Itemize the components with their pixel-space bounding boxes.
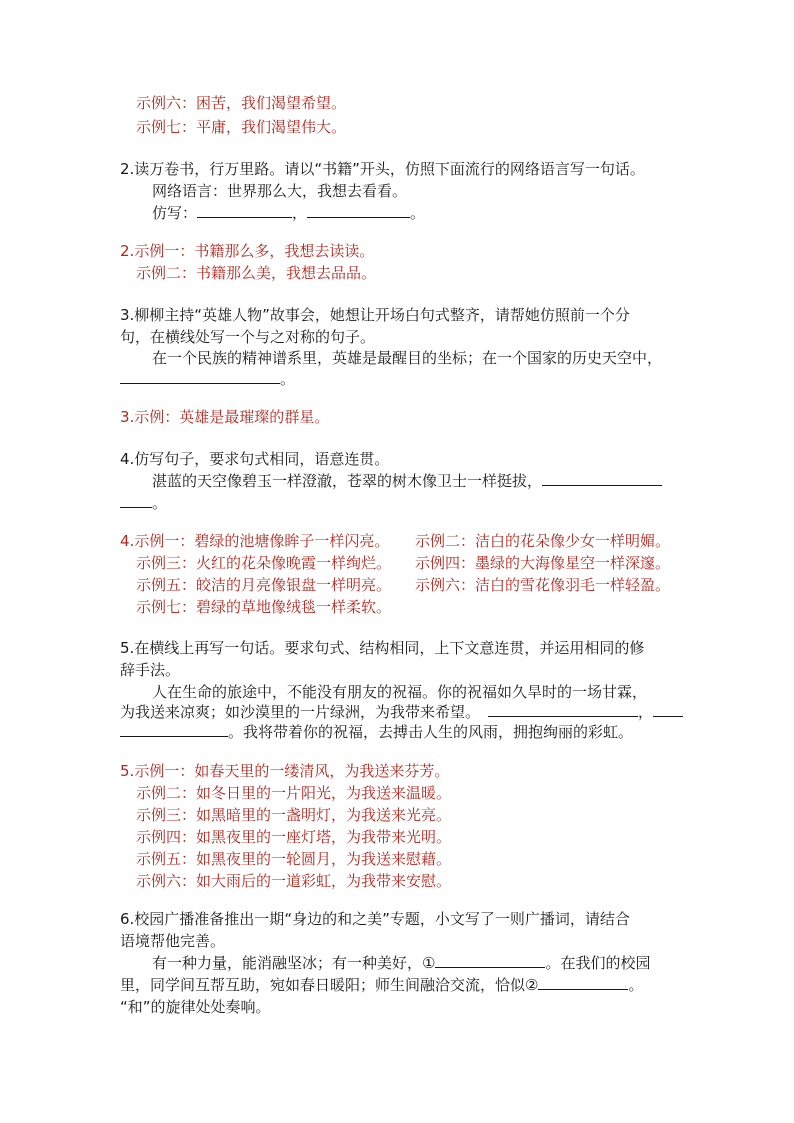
- q5-body-line-2: [120, 701, 683, 723]
- q6-body-2a: 里，同学间互帮互助，宛如春日暖阳；师生间融洽交流，恰似②: [120, 976, 539, 994]
- q3-body: 在一个民族的精神谱系里，英雄是最醒目的坐标；在一个国家的历史天空中，: [152, 349, 663, 367]
- q4-answer-4: 示例四：墨绿的大海像星空一样深邃。: [415, 554, 671, 572]
- q4-body: 湛蓝的天空像碧玉一样澄澈，苍翠的树木像卫士一样挺拔，: [152, 472, 543, 490]
- q4-answer-row-3: [136, 574, 676, 596]
- q6-body-1a: 有一种力量，能消融坚冰；有一种美好，①: [152, 954, 436, 972]
- q5-answer-1: [120, 760, 449, 782]
- q5-answer-1-text: 示例一：如春天里的一缕清风，为我送来芬芳。: [134, 762, 450, 780]
- q3-answer-blank[interactable]: [120, 368, 280, 384]
- q4-blank-line-2: [120, 492, 167, 514]
- q2-answer-1-text: 示例一：书籍那么多，我想去读读。: [134, 242, 375, 260]
- q6-body-2b: 。: [628, 976, 644, 994]
- q4-answer-2: 示例二：洁白的花朵像少女一样明媚。: [415, 532, 671, 550]
- q4-answer-6: 示例六：洁白的雪花像羽毛一样轻盈。: [415, 576, 671, 594]
- q2-comma: ，: [292, 204, 308, 222]
- q5-answer-blank-1[interactable]: [488, 701, 638, 717]
- question-3-prompt-line-2: 句，在横线处写一个与之对称的句子。: [120, 328, 376, 346]
- q4-period: 。: [152, 494, 168, 512]
- q4-answer-blank-2[interactable]: [120, 492, 152, 508]
- q4-answer-1: 示例一：碧绿的池塘像眸子一样闪亮。: [134, 532, 390, 550]
- question-5-prompt-line-1: 5.在横线上再写一句话。要求句式、结构相同，上下文意连贯，并运用相同的修: [120, 639, 645, 657]
- q3-answer: 3.示例：英雄是最璀璨的群星。: [120, 408, 330, 426]
- q6-answer-blank-2[interactable]: [538, 974, 628, 990]
- q4-answer-5: 示例五：皎洁的月亮像银盘一样明亮。: [136, 576, 392, 594]
- q6-body-line-3: “和”的旋律处处奏响。: [120, 998, 271, 1016]
- q5-body-3: 。我将带着你的祝福，去搏击人生的风雨，拥抱绚丽的彩虹。: [228, 723, 634, 741]
- q5-answer-6: 示例六：如大雨后的一道彩虹，为我带来安慰。: [136, 872, 452, 890]
- answer-example-7: 示例七：平庸，我们渴望伟大。: [136, 118, 347, 136]
- question-6-prompt-line-1: 6.校园广播准备推出一期“身边的和之美”专题，小文写了一则广播词，请结合: [120, 910, 630, 928]
- question-3-prompt-line-1: 3.柳柳主持“英雄人物”故事会，她想让开场白句式整齐，请帮她仿照前一个分: [120, 306, 630, 324]
- q6-body-1b: 。在我们的校园: [545, 954, 651, 972]
- q2-period: 。: [410, 204, 426, 222]
- q5-comma: ，: [638, 703, 654, 721]
- q2-answer-blank-2[interactable]: [307, 202, 410, 218]
- q6-body-line-2: [120, 974, 643, 996]
- q4-answer-row-2: [136, 552, 676, 574]
- q2-imitation-line: [152, 202, 425, 224]
- q3-blank-line: [120, 368, 295, 390]
- q5-answer-number: 5.: [120, 762, 135, 780]
- q4-answer-number: 4.: [120, 532, 135, 550]
- q4-answer-row-1: [120, 530, 680, 552]
- q2-answer-number: 2.: [120, 242, 135, 260]
- q4-answer-7: 示例七：碧绿的草地像绒毯一样柔软。: [136, 598, 392, 616]
- q5-answer-5: 示例五：如黑夜里的一轮圆月，为我送来慰藉。: [136, 850, 452, 868]
- question-6-prompt-line-2: 语境帮他完善。: [120, 932, 226, 950]
- q5-answer-4: 示例四：如黑夜里的一座灯塔，为我带来光明。: [136, 828, 452, 846]
- q5-answer-3: 示例三：如黑暗里的一盏明灯，为我送来光亮。: [136, 806, 452, 824]
- q3-period: 。: [280, 370, 296, 388]
- answer-example-6: 示例六：困苦，我们渴望希望。: [136, 94, 347, 112]
- q2-answer-2: 示例二：书籍那么美，我想去品品。: [136, 264, 377, 282]
- question-4-prompt: 4.仿写句子，要求句式相同，语意连贯。: [120, 450, 390, 468]
- q4-body-line: [152, 470, 662, 492]
- q2-answer-1: [120, 240, 374, 262]
- q5-answer-blank-2[interactable]: [653, 701, 683, 717]
- q5-body-line-1: 人在生命的旅途中，不能没有朋友的祝福。你的祝福如久旱时的一场甘霖，: [152, 683, 648, 701]
- q5-answer-blank-3[interactable]: [120, 721, 228, 737]
- q2-imitation-label: 仿写：: [152, 204, 198, 222]
- question-2-prompt: 2.读万卷书，行万里路。请以“书籍”开头，仿照下面流行的网络语言写一句话。: [120, 160, 645, 178]
- q5-answer-2: 示例二：如冬日里的一片阳光，为我送来温暖。: [136, 784, 452, 802]
- q2-network-language: 网络语言：世界那么大，我想去看看。: [152, 182, 408, 200]
- q5-body-line-3: [120, 721, 633, 743]
- q2-answer-blank-1[interactable]: [197, 202, 292, 218]
- question-5-prompt-line-2: 辞手法。: [120, 661, 181, 679]
- q6-answer-blank-1[interactable]: [435, 952, 545, 968]
- q6-body-line-1: [152, 952, 650, 974]
- q5-body-2: 为我送来凉爽；如沙漠里的一片绿洲，为我带来希望。: [120, 703, 481, 721]
- q4-answer-3: 示例三：火红的花朵像晚霞一样绚烂。: [136, 554, 392, 572]
- q4-answer-blank-1[interactable]: [542, 470, 662, 486]
